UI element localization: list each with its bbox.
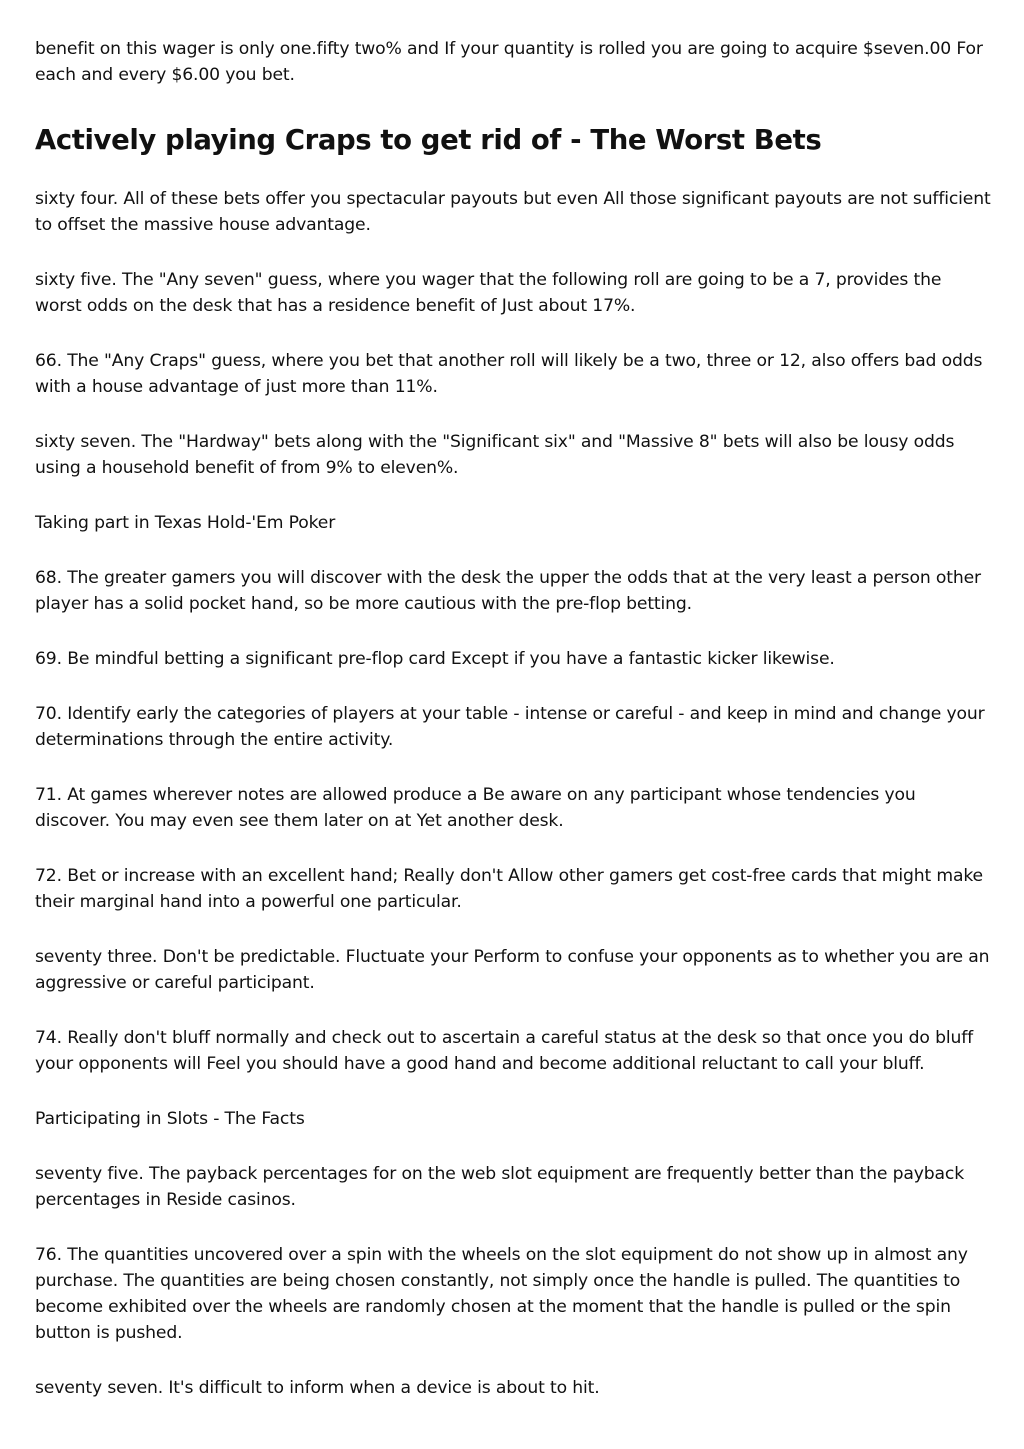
paragraph-76: 76. The quantities uncovered over a spin with the wheels on the slot equipment do not show up in almost any purchase. The quantities are being chosen constantly, not simply once the handle is pulled. The quantities to become exhibited over the wheels are randomly chosen at the moment that the handle is pulled or the spin button is pushed. xyxy=(35,1245,968,1343)
section-heading-texas-holdem: Taking part in Texas Hold-'Em Poker xyxy=(35,513,336,533)
paragraph-77: seventy seven. It's difficult to inform when a device is about to hit. xyxy=(35,1378,600,1398)
section-heading-slots-facts: Participating in Slots - The Facts xyxy=(35,1109,305,1129)
paragraph-intro: benefit on this wager is only one.fifty two% and If your quantity is rolled you are going to acquire $seven.00 For each and every $6.00 you bet. xyxy=(35,39,983,85)
paragraph-66: 66. The "Any Craps" guess, where you bet that another roll will likely be a two, three or 12, also offers bad odds with a house advantage of just more than 11%. xyxy=(35,351,983,397)
paragraph-72: 72. Bet or increase with an excellent hand; Really don't Allow other gamers get cost-free cards that might make their marginal hand into a powerful one particular. xyxy=(35,866,983,912)
paragraph-71: 71. At games wherever notes are allowed produce a Be aware on any participant whose tendencies you discover. You may even see them later on at Yet another desk. xyxy=(35,785,916,831)
paragraph-68: 68. The greater gamers you will discover with the desk the upper the odds that at the very least a person other player has a solid pocket hand, so be more cautious with the pre-flop betting. xyxy=(35,568,981,614)
section-heading-craps-worst-bets: Actively playing Craps to get rid of - The Worst Bets xyxy=(35,124,822,156)
paragraph-67: sixty seven. The "Hardway" bets along with the "Significant six" and "Massive 8" bets will also be lousy odds using a household benefit of from 9% to eleven%. xyxy=(35,432,955,478)
paragraph-65: sixty five. The "Any seven" guess, where you wager that the following roll are going to be a 7, provides the worst odds on the desk that has a residence benefit of Just about 17%. xyxy=(35,270,942,316)
paragraph-73: seventy three. Don't be predictable. Fluctuate your Perform to confuse your opponents as to whether you are an aggressive or careful participant. xyxy=(35,947,990,993)
paragraph-64: sixty four. All of these bets offer you spectacular payouts but even All those significant payouts are not sufficient to offset the massive house advantage. xyxy=(35,189,991,235)
paragraph-69: 69. Be mindful betting a significant pre-flop card Except if you have a fantastic kicker likewise. xyxy=(35,649,835,669)
paragraph-74: 74. Really don't bluff normally and check out to ascertain a careful status at the desk so that once you do bluff your opponents will Feel you should have a good hand and become additional reluctant to call your bluff. xyxy=(35,1028,973,1074)
paragraph-70: 70. Identify early the categories of players at your table - intense or careful - and keep in mind and change your determinations through the entire activity. xyxy=(35,704,985,750)
paragraph-75: seventy five. The payback percentages for on the web slot equipment are frequently better than the payback percentages in Reside casinos. xyxy=(35,1164,965,1210)
